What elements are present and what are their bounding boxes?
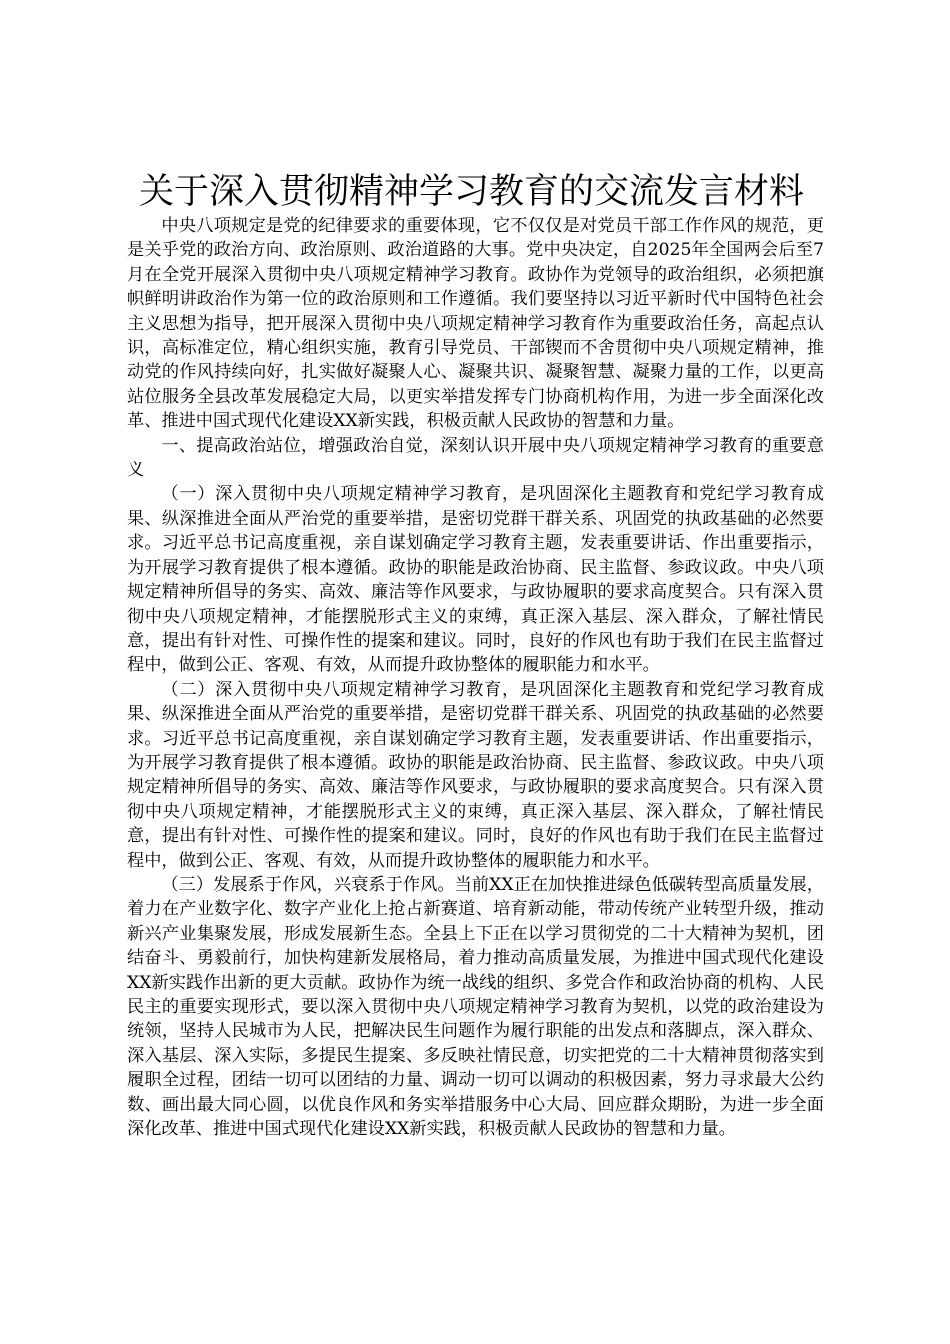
section-heading-one: 一、提高政治站位，增强政治自觉，深刻认识开展中央八项规定精神学习教育的重要意义 <box>127 435 824 481</box>
intro-paragraph: 中央八项规定是党的纪律要求的重要体现，它不仅仅是对党员干部工作作风的规范，更是关乎党的政治方向、政治原则、政治道路的大事。党中央决定，自2025年全国两会后至7月在全党开展深入贯彻中央八项规定精神学习教育。政协作为党领导的政治组织，必须把旗帜鲜明讲政治作为第一位的政治原则和工作遵循。我们要坚持以习近平新时代中国特色社会主义思想为指导，把开展深入贯彻中央八项规定精神学习教育作为重要政治任务，高起点认识，高标准定位，精心组织实施，教育引导党员、干部锲而不舍贯彻中央八项规定精神，推动党的作风持续向好，扎实做好凝聚人心、凝聚共识、凝聚智慧、凝聚力量的工作，以更高站位服务全县改革发展稳定大局，以更实举措发挥专门协商机构作用，为进一步全面深化改革、推进中国式现代化建设XX新实践，积极贡献人民政协的智慧和力量。 <box>127 216 824 432</box>
subsection-paragraph-two: （二）深入贯彻中央八项规定精神学习教育，是巩固深化主题教育和党纪学习教育成果、纵深推进全面从严治党的重要举措，是密切党群干群关系、巩固党的执政基础的必然要求。习近平总书记高度重视，亲自谋划确定学习教育主题，发表重要讲话、作出重要指示，为开展学习教育提供了根本遵循。政协的职能是政治协商、民主监督、参政议政。中央八项规定精神所倡导的务实、高效、廉洁等作风要求，与政协履职的要求高度契合。只有深入贯彻中央八项规定精神，才能摆脱形式主义的束缚，真正深入基层、深入群众，了解社情民意，提出有针对性、可操作性的提案和建议。同时，良好的作风也有助于我们在民主监督过程中，做到公正、客观、有效，从而提升政协整体的履职能力和水平。 <box>127 679 824 871</box>
document-page <box>127 170 824 1141</box>
subsection-paragraph-one: （一）深入贯彻中央八项规定精神学习教育，是巩固深化主题教育和党纪学习教育成果、纵深推进全面从严治党的重要举措，是密切党群干群关系、巩固党的执政基础的必然要求。习近平总书记高度重视，亲自谋划确定学习教育主题，发表重要讲话、作出重要指示，为开展学习教育提供了根本遵循。政协的职能是政治协商、民主监督、参政议政。中央八项规定精神所倡导的务实、高效、廉洁等作风要求，与政协履职的要求高度契合。只有深入贯彻中央八项规定精神，才能摆脱形式主义的束缚，真正深入基层、深入群众，了解社情民意，提出有针对性、可操作性的提案和建议。同时，良好的作风也有助于我们在民主监督过程中，做到公正、客观、有效，从而提升政协整体的履职能力和水平。 <box>127 484 824 676</box>
document-title: 关于深入贯彻精神学习教育的交流发言材料 <box>138 172 804 212</box>
subsection-paragraph-three: （三）发展系于作风，兴衰系于作风。当前XX正在加快推进绿色低碳转型高质量发展，着力在产业数字化、数字产业化上抢占新赛道、培育新动能，带动传统产业转型升级，推动新兴产业集聚发展，形成发展新生态。全县上下正在以学习贯彻党的二十大精神为契机，团结奋斗、勇毅前行，加快构建新发展格局，着力推动高质量发展，为推进中国式现代化建设XX新实践作出新的更大贡献。政协作为统一战线的组织、多党合作和政治协商的机构、人民民主的重要实现形式，要以深入贯彻中央八项规定精神学习教育为契机，以党的政治建设为统领，坚持人民城市为人民，把解决民生问题作为履行职能的出发点和落脚点，深入群众、深入基层、深入实际，多提民生提案、多反映社情民意，切实把党的二十大精神贯彻落实到履职全过程，团结一切可以团结的力量、调动一切可以调动的积极因素，努力寻求最大公约数、画出最大同心圆，以优良作风和务实举措服务中心大局、回应群众期盼，为进一步全面深化改革、推进中国式现代化建设XX新实践，积极贡献人民政协的智慧和力量。 <box>127 874 824 1140</box>
